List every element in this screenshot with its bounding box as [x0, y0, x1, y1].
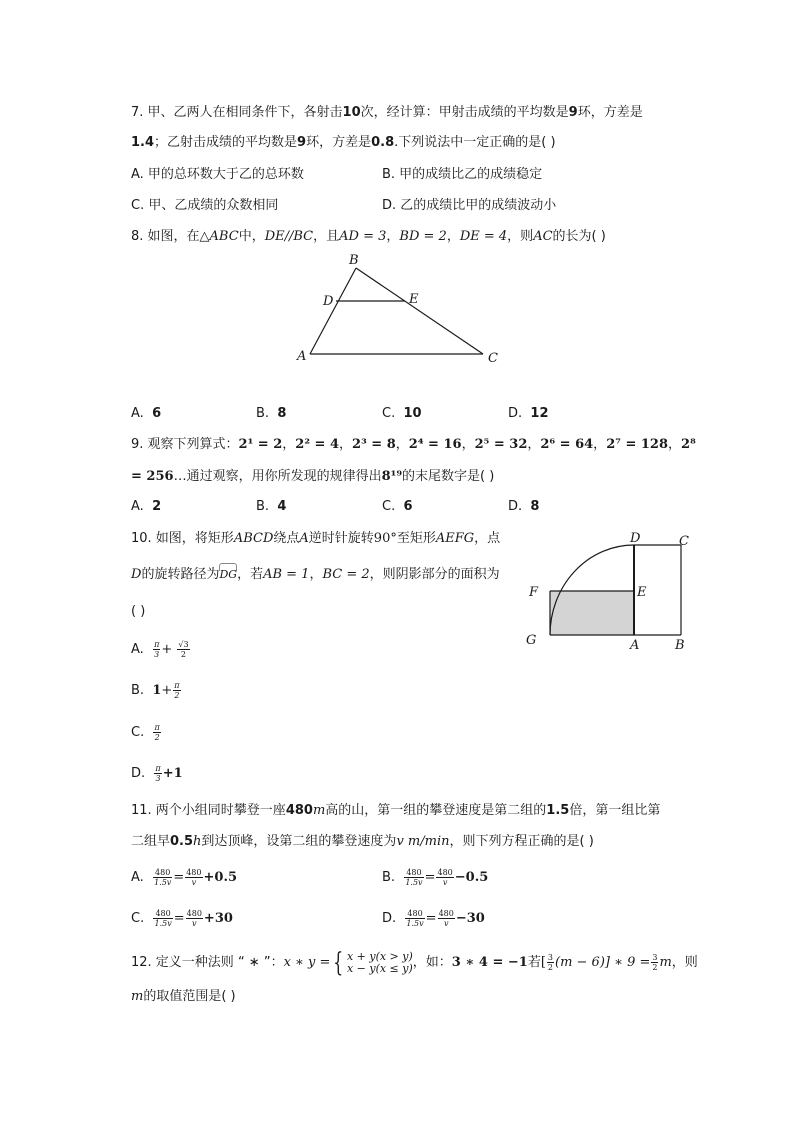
q10-stem-line3: ( ) — [131, 604, 146, 619]
q11-option-d[interactable]: D. $\frac{480}{1.5v}$ = $\frac{480}{v}$ −30 — [382, 909, 485, 928]
q10-label-b: B — [675, 638, 685, 653]
q10-arc-mark — [219, 563, 237, 571]
q10-label-g: G — [526, 633, 537, 648]
q10-option-a[interactable]: A. $\frac{\pi}{3}$ + $\frac{√3}{2}$ — [131, 640, 189, 659]
q10-label-e: E — [637, 585, 647, 600]
q8-segment-bc — [356, 268, 483, 354]
q10-label-c: C — [679, 534, 689, 549]
q10-arc-dg: DG — [219, 566, 237, 584]
q9-stem-line2: = 256…通过观察，用你所发现的规律得出8¹⁹的末尾数字是( ) — [131, 469, 495, 484]
q12-stem-line1: 12. 定义一种法则 “ ∗ ”：x ∗ y = { x + y(x > y) x − y(x ≤ y) ，如：3 ∗ 4 = −1若[ $\frac{3}{2}$ (m − 6)] ∗ 9 = $\frac{3}{2}$ m，则 — [131, 947, 698, 978]
q11-stem-line1: 11. 两个小组同时攀登一座480m高的山，第一组的攀登速度是第二组的1.5倍，第一组比第 — [131, 803, 661, 818]
q10-option-b[interactable]: B. 1+ $\frac{\pi}{2}$ — [131, 681, 180, 700]
q11-option-b[interactable]: B. $\frac{480}{1.5v}$ = $\frac{480}{v}$ −0.5 — [382, 868, 489, 887]
q10-stem-line1: 10. 如图，将矩形ABCD绕点A逆时针旋转90°至矩形AEFG，点 — [131, 531, 501, 546]
q10-label-d: D — [630, 531, 641, 546]
q7-stem-line1: 7. 甲、乙两人在相同条件下，各射击10次，经计算：甲射击成绩的平均数是9环，方差是 — [131, 105, 643, 120]
q12-left-brace: { — [333, 947, 344, 978]
q9-option-c[interactable]: C. 6 — [382, 499, 413, 514]
q12-frac-left: $\frac{3}{2}$ — [547, 953, 553, 972]
q10-option-c[interactable]: C. $\frac{\pi}{2}$ — [131, 723, 160, 742]
q7-option-d[interactable]: D. 乙的成绩比甲的成绩波动小 — [382, 198, 557, 213]
q10-label-f: F — [529, 585, 539, 600]
q9-option-b[interactable]: B. 4 — [256, 499, 287, 514]
q8-option-a[interactable]: A. 6 — [131, 406, 162, 421]
q7-stem-line2: 1.4；乙射击成绩的平均数是9环，方差是0.8.下列说法中一定正确的是( ) — [131, 135, 556, 150]
q9-stem-line1: 9. 观察下列算式：2¹ = 2，2² = 4，2³ = 8，2⁴ = 16，2⁵ = 32，2⁶ = 64，2⁷ = 128，2⁸ — [131, 437, 696, 452]
q8-option-c[interactable]: C. 10 — [382, 406, 422, 421]
q10-c-frac: $\frac{\pi}{2}$ — [154, 723, 160, 742]
q10-a-frac2: $\frac{√3}{2}$ — [178, 640, 189, 659]
q11-d-rhs: $\frac{480}{v}$ — [438, 909, 454, 928]
q11-a-rhs: $\frac{480}{v}$ — [186, 868, 202, 887]
q8-option-d[interactable]: D. 12 — [508, 406, 549, 421]
q11-d-lhs: $\frac{480}{1.5v}$ — [406, 909, 424, 928]
q11-c-lhs: $\frac{480}{1.5v}$ — [154, 909, 172, 928]
q8-option-b[interactable]: B. 8 — [256, 406, 287, 421]
q7-option-b[interactable]: B. 甲的成绩比乙的成绩稳定 — [382, 167, 543, 182]
q11-c-rhs: $\frac{480}{v}$ — [186, 909, 202, 928]
q11-stem-line2: 二组早0.5h到达顶峰，设第二组的攀登速度为v m/min，则下列方程正确的是( ) — [131, 834, 594, 849]
q12-stem-line2: m的取值范围是( ) — [131, 989, 236, 1004]
q11-b-rhs: $\frac{480}{v}$ — [437, 868, 453, 887]
q12-piecewise: x + y(x > y) x − y(x ≤ y) — [346, 949, 413, 975]
q10-stem-line2: D的旋转路径为 DG，若AB = 1，BC = 2，则阴影部分的面积为 — [131, 566, 500, 584]
q8-segment-ab — [310, 268, 356, 354]
q7-option-c[interactable]: C. 甲、乙成绩的众数相同 — [131, 198, 279, 213]
q12-frac-right: $\frac{3}{2}$ — [652, 953, 658, 972]
q9-option-a[interactable]: A. 2 — [131, 499, 162, 514]
q10-rectangle-figure — [520, 530, 700, 655]
q11-b-lhs: $\frac{480}{1.5v}$ — [405, 868, 423, 887]
q8-label-e: E — [409, 292, 419, 307]
q10-d-frac: $\frac{\pi}{3}$ — [155, 764, 161, 783]
q10-a-frac1: $\frac{\pi}{3}$ — [154, 640, 160, 659]
q8-label-b: B — [349, 253, 359, 268]
q10-label-a: A — [630, 638, 640, 653]
q11-option-a[interactable]: A. $\frac{480}{1.5v}$ = $\frac{480}{v}$ +0.5 — [131, 868, 238, 887]
q8-label-c: C — [488, 351, 498, 366]
q10-shaded-region — [550, 591, 634, 635]
q10-option-d[interactable]: D. $\frac{\pi}{3}$ +1 — [131, 764, 183, 783]
q9-option-d[interactable]: D. 8 — [508, 499, 540, 514]
q8-label-d: D — [323, 294, 334, 309]
q7-option-a[interactable]: A. 甲的总环数大于乙的总环数 — [131, 167, 304, 182]
q8-stem: 8. 如图，在△ABC中，DE//BC，且AD = 3，BD = 2，DE = 4，则AC的长为( ) — [131, 229, 606, 244]
q11-option-c[interactable]: C. $\frac{480}{1.5v}$ = $\frac{480}{v}$ +30 — [131, 909, 233, 928]
q11-a-lhs: $\frac{480}{1.5v}$ — [154, 868, 172, 887]
q8-triangle-figure — [290, 250, 510, 370]
q8-label-a: A — [297, 349, 307, 364]
q10-b-frac: $\frac{\pi}{2}$ — [174, 681, 180, 700]
